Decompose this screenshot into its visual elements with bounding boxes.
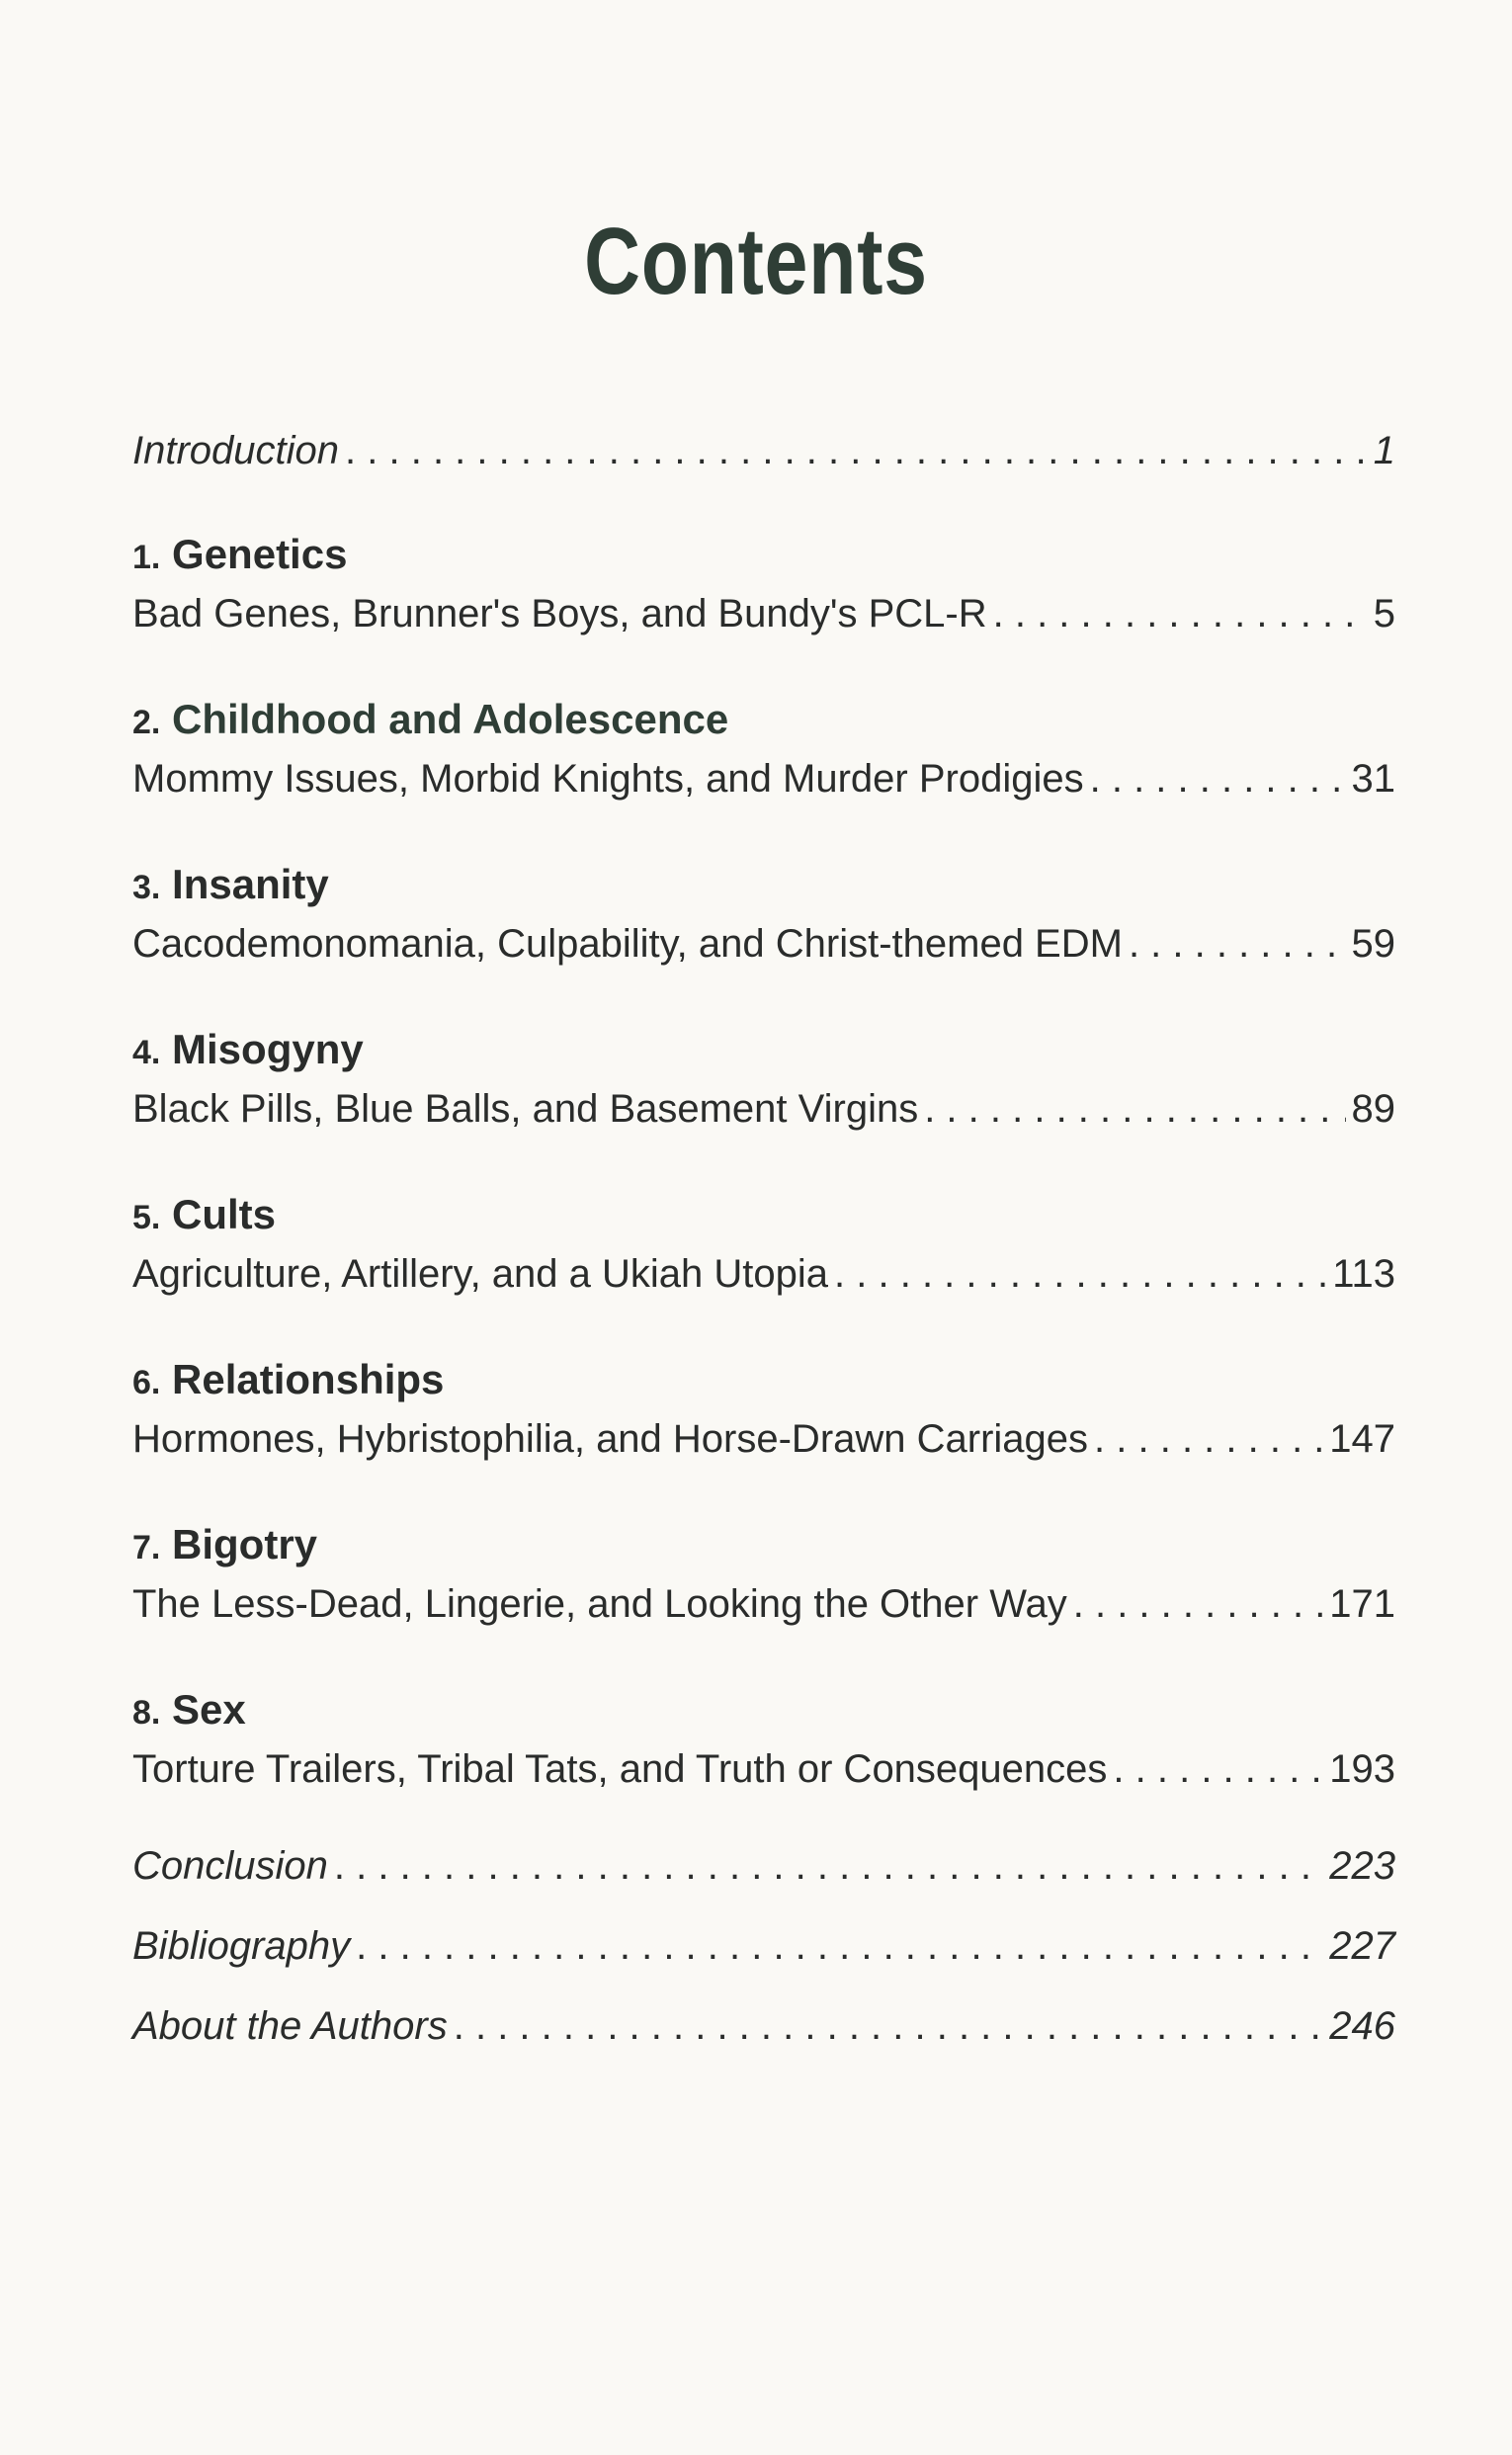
toc-entry-label: Introduction [132, 429, 340, 472]
chapter-subtitle: Bad Genes, Brunner's Boys, and Bundy's PCL-R [132, 592, 987, 635]
chapter-heading-6[interactable] [132, 1354, 444, 1408]
chapter-number: 1. [132, 539, 161, 576]
chapter-subtitle: Agriculture, Artillery, and a Ukiah Utopia [132, 1252, 829, 1296]
chapter-subtitle: Black Pills, Blue Balls, and Basement Virgins [132, 1087, 919, 1131]
toc-entry-page: 5 [1373, 592, 1395, 635]
chapter-number: 8. [132, 1694, 161, 1732]
leader-dots [345, 425, 1368, 476]
toc-entry-chapter-4[interactable] [132, 1083, 1395, 1135]
leader-dots [924, 1083, 1345, 1135]
chapter-title: Misogyny [172, 1026, 364, 1072]
chapter-heading-5[interactable] [132, 1189, 276, 1243]
toc-entry-label: Bibliography [132, 1924, 351, 1968]
toc-entry-chapter-2[interactable] [132, 753, 1395, 804]
chapter-heading-1[interactable] [132, 529, 347, 583]
toc-entry-introduction[interactable] [132, 425, 1395, 476]
chapter-title: Sex [172, 1686, 246, 1733]
toc-entry-page: 1 [1373, 429, 1395, 472]
chapter-number: 7. [132, 1529, 161, 1566]
toc-entry-conclusion[interactable] [132, 1840, 1395, 1892]
toc-entry-chapter-3[interactable] [132, 918, 1395, 970]
leader-dots [1073, 1578, 1324, 1630]
chapter-subtitle: Hormones, Hybristophilia, and Horse-Drawn Carriages [132, 1417, 1089, 1461]
toc-entry-bibliography[interactable] [132, 1920, 1395, 1972]
toc-entry-page: 193 [1329, 1747, 1395, 1791]
chapter-heading-8[interactable] [132, 1684, 246, 1738]
chapter-number: 5. [132, 1199, 161, 1236]
toc-entry-chapter-5[interactable] [132, 1248, 1395, 1300]
chapter-title: Genetics [172, 531, 348, 577]
toc-entry-page: 31 [1351, 757, 1395, 801]
toc-entry-label: Conclusion [132, 1844, 328, 1888]
chapter-subtitle: The Less-Dead, Lingerie, and Looking the Other Way [132, 1582, 1067, 1626]
leader-dots [1090, 753, 1346, 804]
chapter-number: 6. [132, 1364, 161, 1401]
chapter-heading-4[interactable] [132, 1024, 364, 1078]
toc-entry-page: 171 [1329, 1582, 1395, 1626]
toc-entry-page: 227 [1329, 1924, 1395, 1968]
chapter-subtitle: Torture Trailers, Tribal Tats, and Truth or Consequences [132, 1747, 1108, 1791]
chapter-title: Childhood and Adolescence [172, 696, 729, 742]
leader-dots [834, 1248, 1326, 1300]
toc-entry-label: About the Authors [132, 2004, 448, 2048]
chapter-subtitle: Mommy Issues, Morbid Knights, and Murder Prodigies [132, 757, 1084, 801]
leader-dots [1094, 1413, 1323, 1465]
chapter-number: 4. [132, 1034, 161, 1071]
toc-entry-chapter-8[interactable] [132, 1743, 1395, 1795]
chapter-number: 2. [132, 704, 161, 741]
leader-dots [334, 1840, 1323, 1892]
chapter-subtitle: Cacodemonomania, Culpability, and Christ-themed EDM [132, 922, 1123, 966]
toc-entry-page: 223 [1329, 1844, 1395, 1888]
toc-entry-about-the-authors[interactable] [132, 2000, 1395, 2052]
toc-entry-chapter-6[interactable] [132, 1413, 1395, 1465]
leader-dots [356, 1920, 1323, 1972]
leader-dots [1113, 1743, 1323, 1795]
chapter-title: Bigotry [172, 1521, 318, 1567]
toc-entry-page: 113 [1332, 1252, 1395, 1296]
leader-dots [454, 2000, 1324, 2052]
chapter-heading-3[interactable] [132, 859, 329, 913]
toc-entry-chapter-7[interactable] [132, 1578, 1395, 1630]
chapter-title: Relationships [172, 1356, 445, 1402]
chapter-heading-2[interactable] [132, 694, 728, 748]
chapter-number: 3. [132, 869, 161, 906]
toc-entry-chapter-1[interactable] [132, 588, 1395, 639]
toc-entry-page: 59 [1351, 922, 1395, 966]
chapter-title: Cults [172, 1191, 277, 1237]
leader-dots [1129, 918, 1346, 970]
toc-entry-page: 147 [1329, 1417, 1395, 1461]
page-title: Contents [584, 209, 928, 314]
chapter-heading-7[interactable] [132, 1519, 317, 1573]
chapter-title: Insanity [172, 861, 329, 907]
toc-entry-page: 89 [1351, 1087, 1395, 1131]
toc-entry-page: 246 [1329, 2004, 1395, 2048]
leader-dots [993, 588, 1368, 639]
